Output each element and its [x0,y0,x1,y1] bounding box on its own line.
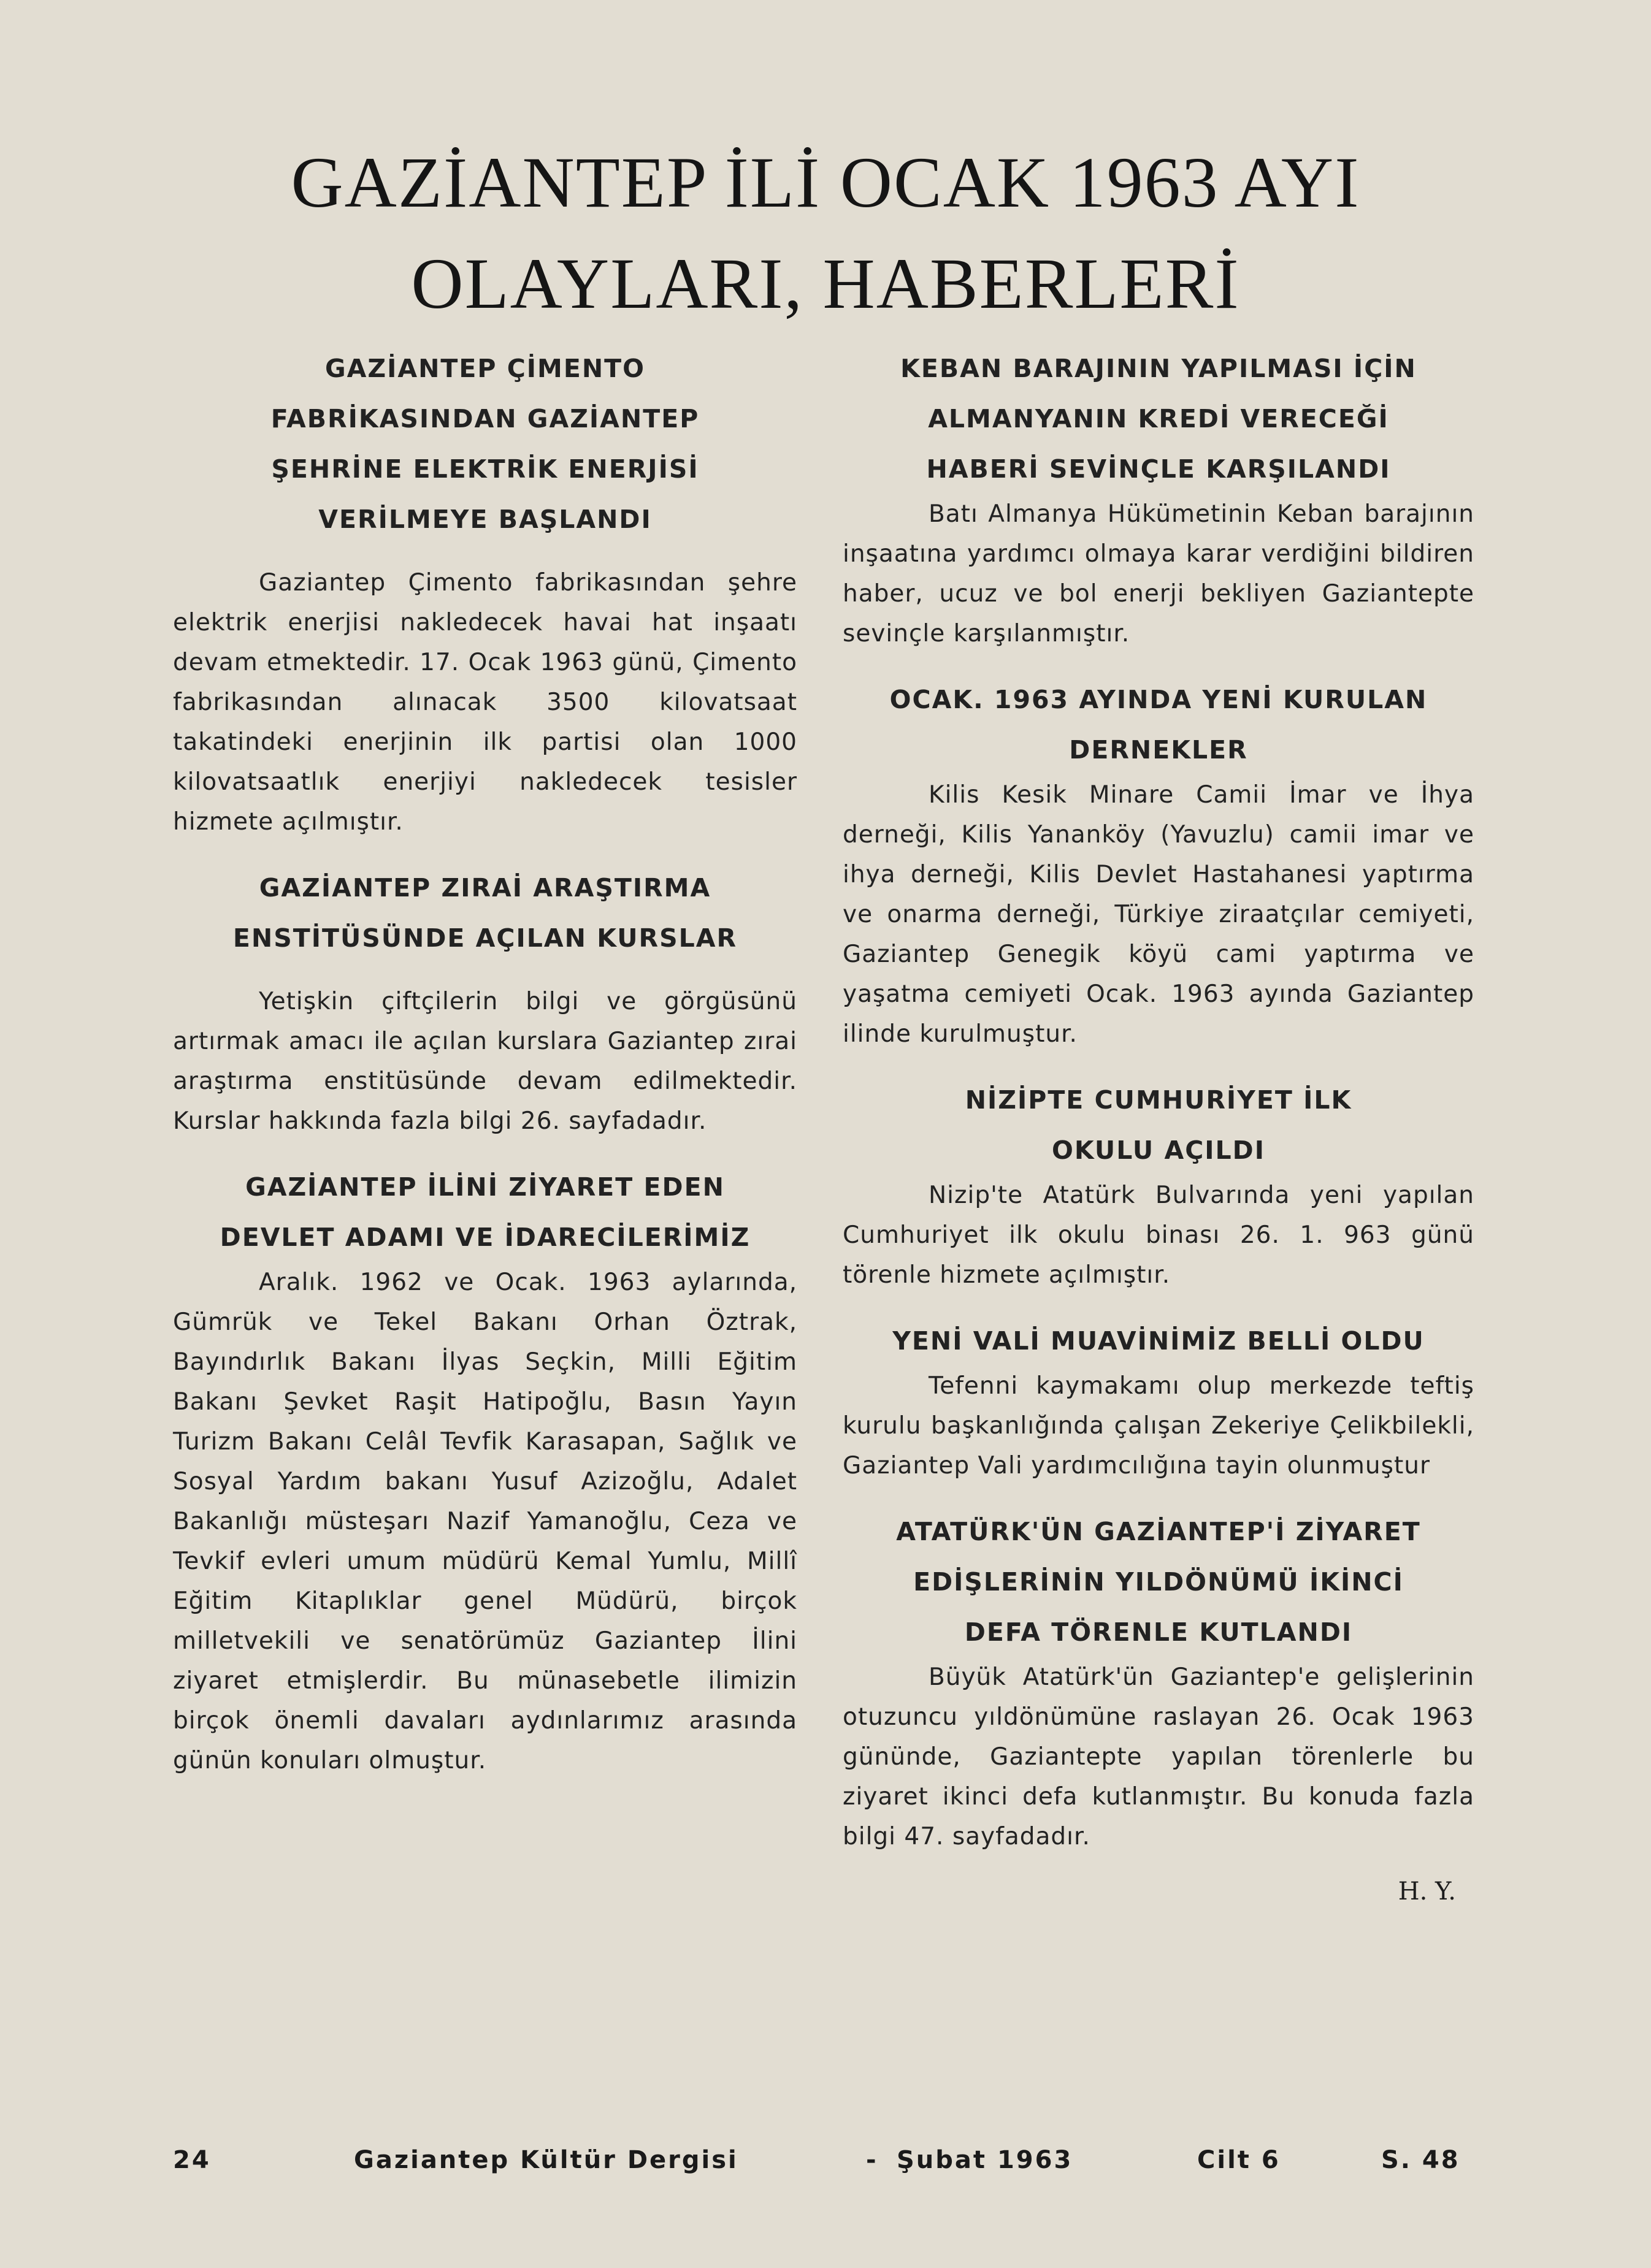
headline-line: OCAK. 1963 AYINDA YENİ KURULAN [889,685,1428,714]
article-governor-body: Tefenni kaymakamı olup merkezde teftiş kurulu başkanlığında çalışan Zekeriye Çelikbilekli, Gaziantep Vali yardımcılığına tayin olunmuştur [843,1372,1474,1480]
article-courses-body: Yetişkin çiftçilerin bilgi ve görgüsünü artırmak amacı ile açılan kurslara Gaziantep zırai araştırma enstitüsünde devam edilmektedir. Kurslar hakkında fazla bilgi 26. sayfadadır. [173,988,797,1135]
page-title-line-2: OLAYLARI, HABERLERİ [411,243,1240,324]
issue-date: Şubat 1963 [897,2146,1073,2174]
footer-separator: - [866,2146,878,2174]
article-keban-body: Batı Almanya Hükümetinin Keban barajının inşaatına yardımcı olmaya karar verdiğini bildiren haber, ucuz ve bol enerji bekliyen Gaziantepte sevinçle karşılanmıştır. [843,500,1474,647]
article-ataturk-body: Büyük Atatürk'ün Gaziantep'e gelişlerinin otuzuncu yıldönümüne raslayan 26. Ocak 1963 gününde, Gaziantepte yapılan törenlerle bu ziyaret ikinci defa kutlanmıştır. Bu konuda fazla bilgi 47. sayfadadır. [843,1663,1474,1850]
issue-number: S. 48 [1381,2146,1460,2174]
headline-line: ŞEHRİNE ELEKTRİK ENERJİSİ [271,454,699,484]
article-associations-body: Kilis Kesik Minare Camii İmar ve İhya derneği, Kilis Yananköy (Yavuzlu) camii imar ve ihya derneği, Kilis Devlet Hastahanesi yaptırma ve onarma derneği, Türkiye ziraatçılar cemiyeti, Gaziantep Genegik köyü cami yaptırma ve yaşatma cemiyeti Ocak. 1963 ayında Gaziantep ilinde kurulmuştur. [843,781,1474,1048]
left-column [173,343,797,1801]
headline-line: GAZİANTEP ÇİMENTO [325,354,645,383]
headline-line: OKULU AÇILDI [1052,1136,1265,1165]
article-associations-headline [843,674,1474,775]
volume-number: Cilt 6 [1197,2146,1281,2174]
article-cement-body: Gaziantep Çimento fabrikasından şehre elektrik enerjisi nakledecek havai hat inşaatı devam etmektedir. 17. Ocak 1963 günü, Çimento fabrikasından alınacak 3500 kilovatsaat takatindeki enerjinin ilk partisi olan 1000 kilovatsaatlık enerjiyi nakledecek tesisler hizmete açılmıştır. [173,569,797,836]
article-governor-headline [843,1316,1474,1366]
headline-line: ATATÜRK'ÜN GAZİANTEP'İ ZİYARET [896,1517,1421,1546]
headline-line: YENİ VALİ MUAVİNİMİZ BELLİ OLDU [892,1326,1425,1356]
headline-line: VERİLMEYE BAŞLANDI [318,505,652,534]
journal-name: Gaziantep Kültür Dergisi [354,2146,738,2174]
page-number: 24 [173,2146,211,2174]
article-nizip-body: Nizip'te Atatürk Bulvarında yeni yapılan Cumhuriyet ilk okulu binası 26. 1. 963 günü törenle hizmete açılmıştır. [843,1182,1474,1289]
headline-line: HABERİ SEVİNÇLE KARŞILANDI [926,454,1391,484]
article-courses-headline [173,863,797,963]
author-signature: H. Y. [1398,1877,1456,1906]
article-visitors-body: Aralık. 1962 ve Ocak. 1963 aylarında, Gümrük ve Tekel Bakanı Orhan Öztrak, Bayındırlık Bakanı İlyas Seçkin, Milli Eğitim Bakanı Şevket Raşit Hatipoğlu, Basın Yayın Turizm Bakanı Celâl Tevfik Karasapan, Sağlık ve Sosyal Yardım bakanı Yusuf Azizoğlu, Adalet Bakanlığı müsteşarı Nazif Yamanoğlu, Ceza ve Tevkif evleri umum müdürü Kemal Yumlu, Millî Eğitim Kitaplıklar genel Müdürü, birçok milletvekili ve senatörümüz Gaziantep İlini ziyaret etmişlerdir. Bu münasebetle ilimizin birçok önemli davaları aydınlarımız arasında günün konuları olmuştur. [173,1269,797,1774]
headline-line: NİZİPTE CUMHURİYET İLK [965,1085,1352,1115]
headline-line: GAZİANTEP İLİNİ ZİYARET EDEN [245,1172,725,1202]
page-title-line-1: GAZİANTEP İLİ OCAK 1963 AYI [291,142,1360,223]
article-nizip-headline [843,1075,1474,1175]
headline-line: DERNEKLER [1069,735,1248,765]
headline-line: GAZİANTEP ZIRAİ ARAŞTIRMA [259,873,711,903]
article-ataturk-headline [843,1506,1474,1657]
article-keban-headline [843,343,1474,494]
headline-line: ENSTİTÜSÜNDE AÇILAN KURSLAR [232,923,738,953]
headline-line: ALMANYANIN KREDİ VERECEĞİ [928,404,1389,433]
headline-line: EDİŞLERİNİN YILDÖNÜMÜ İKİNCİ [913,1567,1404,1597]
article-cement-headline [173,343,797,544]
article-visitors-headline [173,1162,797,1262]
headline-line: KEBAN BARAJININ YAPILMASI İÇİN [900,354,1417,383]
headline-line: DEVLET ADAMI VE İDARECİLERİMİZ [220,1223,751,1252]
headline-line: FABRİKASINDAN GAZİANTEP [270,404,700,433]
headline-line: DEFA TÖRENLE KUTLANDI [964,1617,1353,1647]
right-column [843,343,1474,1906]
